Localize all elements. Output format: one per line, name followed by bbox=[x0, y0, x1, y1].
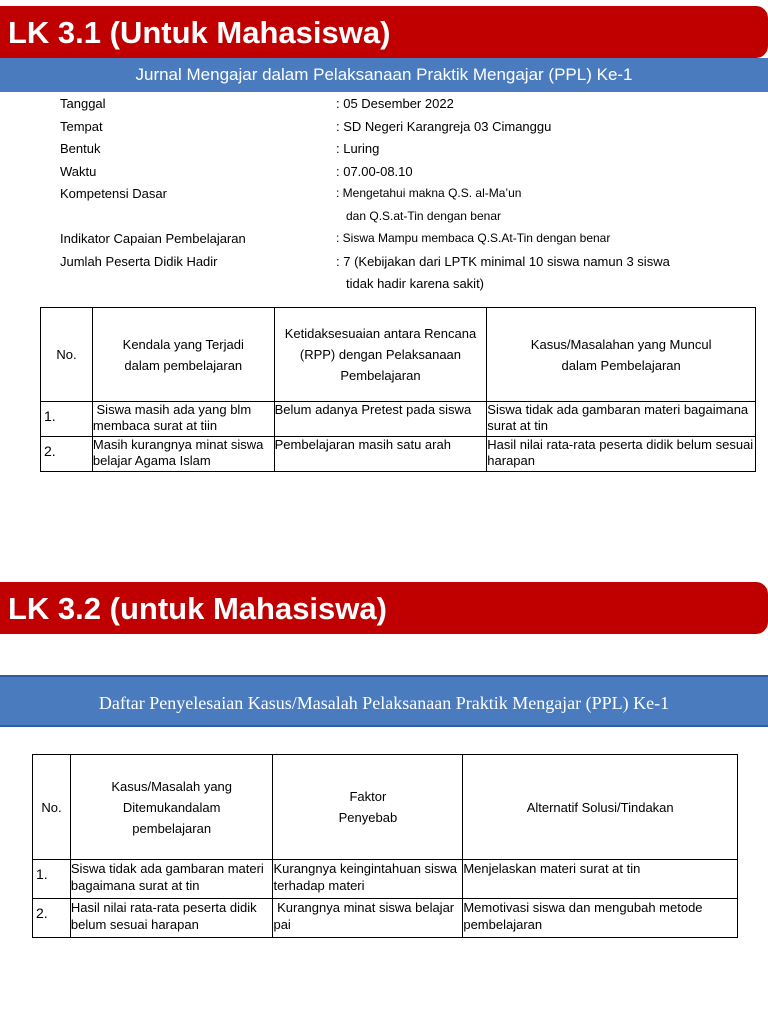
info-value: : 07.00-08.10 bbox=[336, 163, 413, 179]
col-header: Faktor Penyebab bbox=[273, 755, 463, 860]
info-value: : Luring bbox=[336, 141, 380, 156]
lk31-title: LK 3.1 (Untuk Mahasiswa) bbox=[8, 15, 391, 50]
table-cell: Siswa tidak ada gambaran materi bagaimana surat at tin bbox=[487, 402, 756, 437]
lk32-title-banner bbox=[0, 582, 768, 634]
table-cell: Pembelajaran masih satu arah bbox=[274, 437, 487, 472]
info-label: Bentuk bbox=[60, 141, 101, 156]
lk32-title: LK 3.2 (untuk Mahasiswa) bbox=[8, 591, 387, 626]
table-row bbox=[41, 402, 756, 437]
lk31-info bbox=[60, 94, 760, 297]
info-label: Kompetensi Dasar bbox=[60, 186, 167, 201]
info-row-kompetensi-cont bbox=[60, 207, 760, 230]
info-label: Indikator Capaian Pembelajaran bbox=[60, 231, 246, 246]
info-label: Tanggal bbox=[60, 96, 106, 111]
lk32-table bbox=[32, 754, 738, 938]
info-value: : SD Negeri Karangreja 03 Cimanggu bbox=[336, 118, 552, 134]
table-cell: 1. bbox=[41, 402, 93, 437]
table-cell: Menjelaskan materi surat at tin bbox=[463, 860, 738, 899]
table-cell: Siswa tidak ada gambaran materi bagaimana surat at tin bbox=[70, 860, 273, 899]
lk32-subtitle: Daftar Penyelesaian Kasus/Masalah Pelaksanaan Praktik Mengajar (PPL) Ke-1 bbox=[0, 675, 768, 727]
table-cell: Masih kurangnya minat siswa belajar Agama Islam bbox=[92, 437, 274, 472]
lk31-title-banner bbox=[0, 6, 768, 58]
table-cell: Siswa masih ada yang blm membaca surat at tiin bbox=[92, 402, 274, 437]
info-row-tempat bbox=[60, 117, 760, 140]
table-cell: 2. bbox=[41, 437, 93, 472]
info-row-tanggal bbox=[60, 94, 760, 117]
table-cell: Memotivasi siswa dan mengubah metode pembelajaran bbox=[463, 899, 738, 938]
col-header: Kendala yang Terjadi dalam pembelajaran bbox=[92, 308, 274, 402]
col-header: Kasus/Masalah yang Ditemukandalam pembelajaran bbox=[70, 755, 273, 860]
table-cell: 2. bbox=[33, 899, 71, 938]
info-value: : Siswa Mampu membaca Q.S.At-Tin dengan benar bbox=[336, 231, 611, 245]
table-cell: Hasil nilai rata-rata peserta didik belum sesuai harapan bbox=[70, 899, 273, 938]
info-value: : 05 Desember 2022 bbox=[336, 96, 454, 111]
col-header: Ketidaksesuaian antara Rencana (RPP) dengan Pelaksanaan Pembelajaran bbox=[274, 308, 487, 402]
info-row-indikator bbox=[60, 229, 760, 252]
lk31-subtitle: Jurnal Mengajar dalam Pelaksanaan Praktik Mengajar (PPL) Ke-1 bbox=[0, 58, 768, 92]
info-value: : Mengetahui makna Q.S. al-Ma’un bbox=[336, 186, 522, 200]
table-cell: Kurangnya minat siswa belajar pai bbox=[273, 899, 463, 938]
info-value-cont: tidak hadir karena sakit) bbox=[346, 276, 485, 291]
table-header-row bbox=[33, 755, 738, 860]
table-row bbox=[33, 860, 738, 899]
info-label: Tempat bbox=[60, 118, 103, 134]
info-row-jumlah bbox=[60, 252, 760, 275]
info-row-kompetensi bbox=[60, 184, 760, 207]
info-row-bentuk bbox=[60, 139, 760, 162]
info-row-waktu bbox=[60, 162, 760, 185]
info-label: Waktu bbox=[60, 163, 97, 179]
table-cell: Belum adanya Pretest pada siswa bbox=[274, 402, 487, 437]
table-cell: Hasil nilai rata-rata peserta didik belum sesuai harapan bbox=[487, 437, 756, 472]
table-row bbox=[41, 437, 756, 472]
table-cell: Kurangnya keingintahuan siswa terhadap materi bbox=[273, 860, 463, 899]
table-row bbox=[33, 899, 738, 938]
info-row-jumlah-cont bbox=[60, 274, 760, 297]
table-header-row bbox=[41, 308, 756, 402]
col-header: Alternatif Solusi/Tindakan bbox=[463, 755, 738, 860]
col-header: Kasus/Masalahan yang Muncul dalam Pembelajaran bbox=[487, 308, 756, 402]
col-header: No. bbox=[33, 755, 71, 860]
table-cell: 1. bbox=[33, 860, 71, 899]
lk31-table bbox=[40, 307, 756, 472]
info-value: : 7 (Kebijakan dari LPTK minimal 10 siswa namun 3 siswa bbox=[336, 253, 670, 269]
info-value-cont: dan Q.S.at-Tin dengan benar bbox=[346, 208, 501, 223]
info-label: Jumlah Peserta Didik Hadir bbox=[60, 253, 218, 269]
col-header: No. bbox=[41, 308, 93, 402]
